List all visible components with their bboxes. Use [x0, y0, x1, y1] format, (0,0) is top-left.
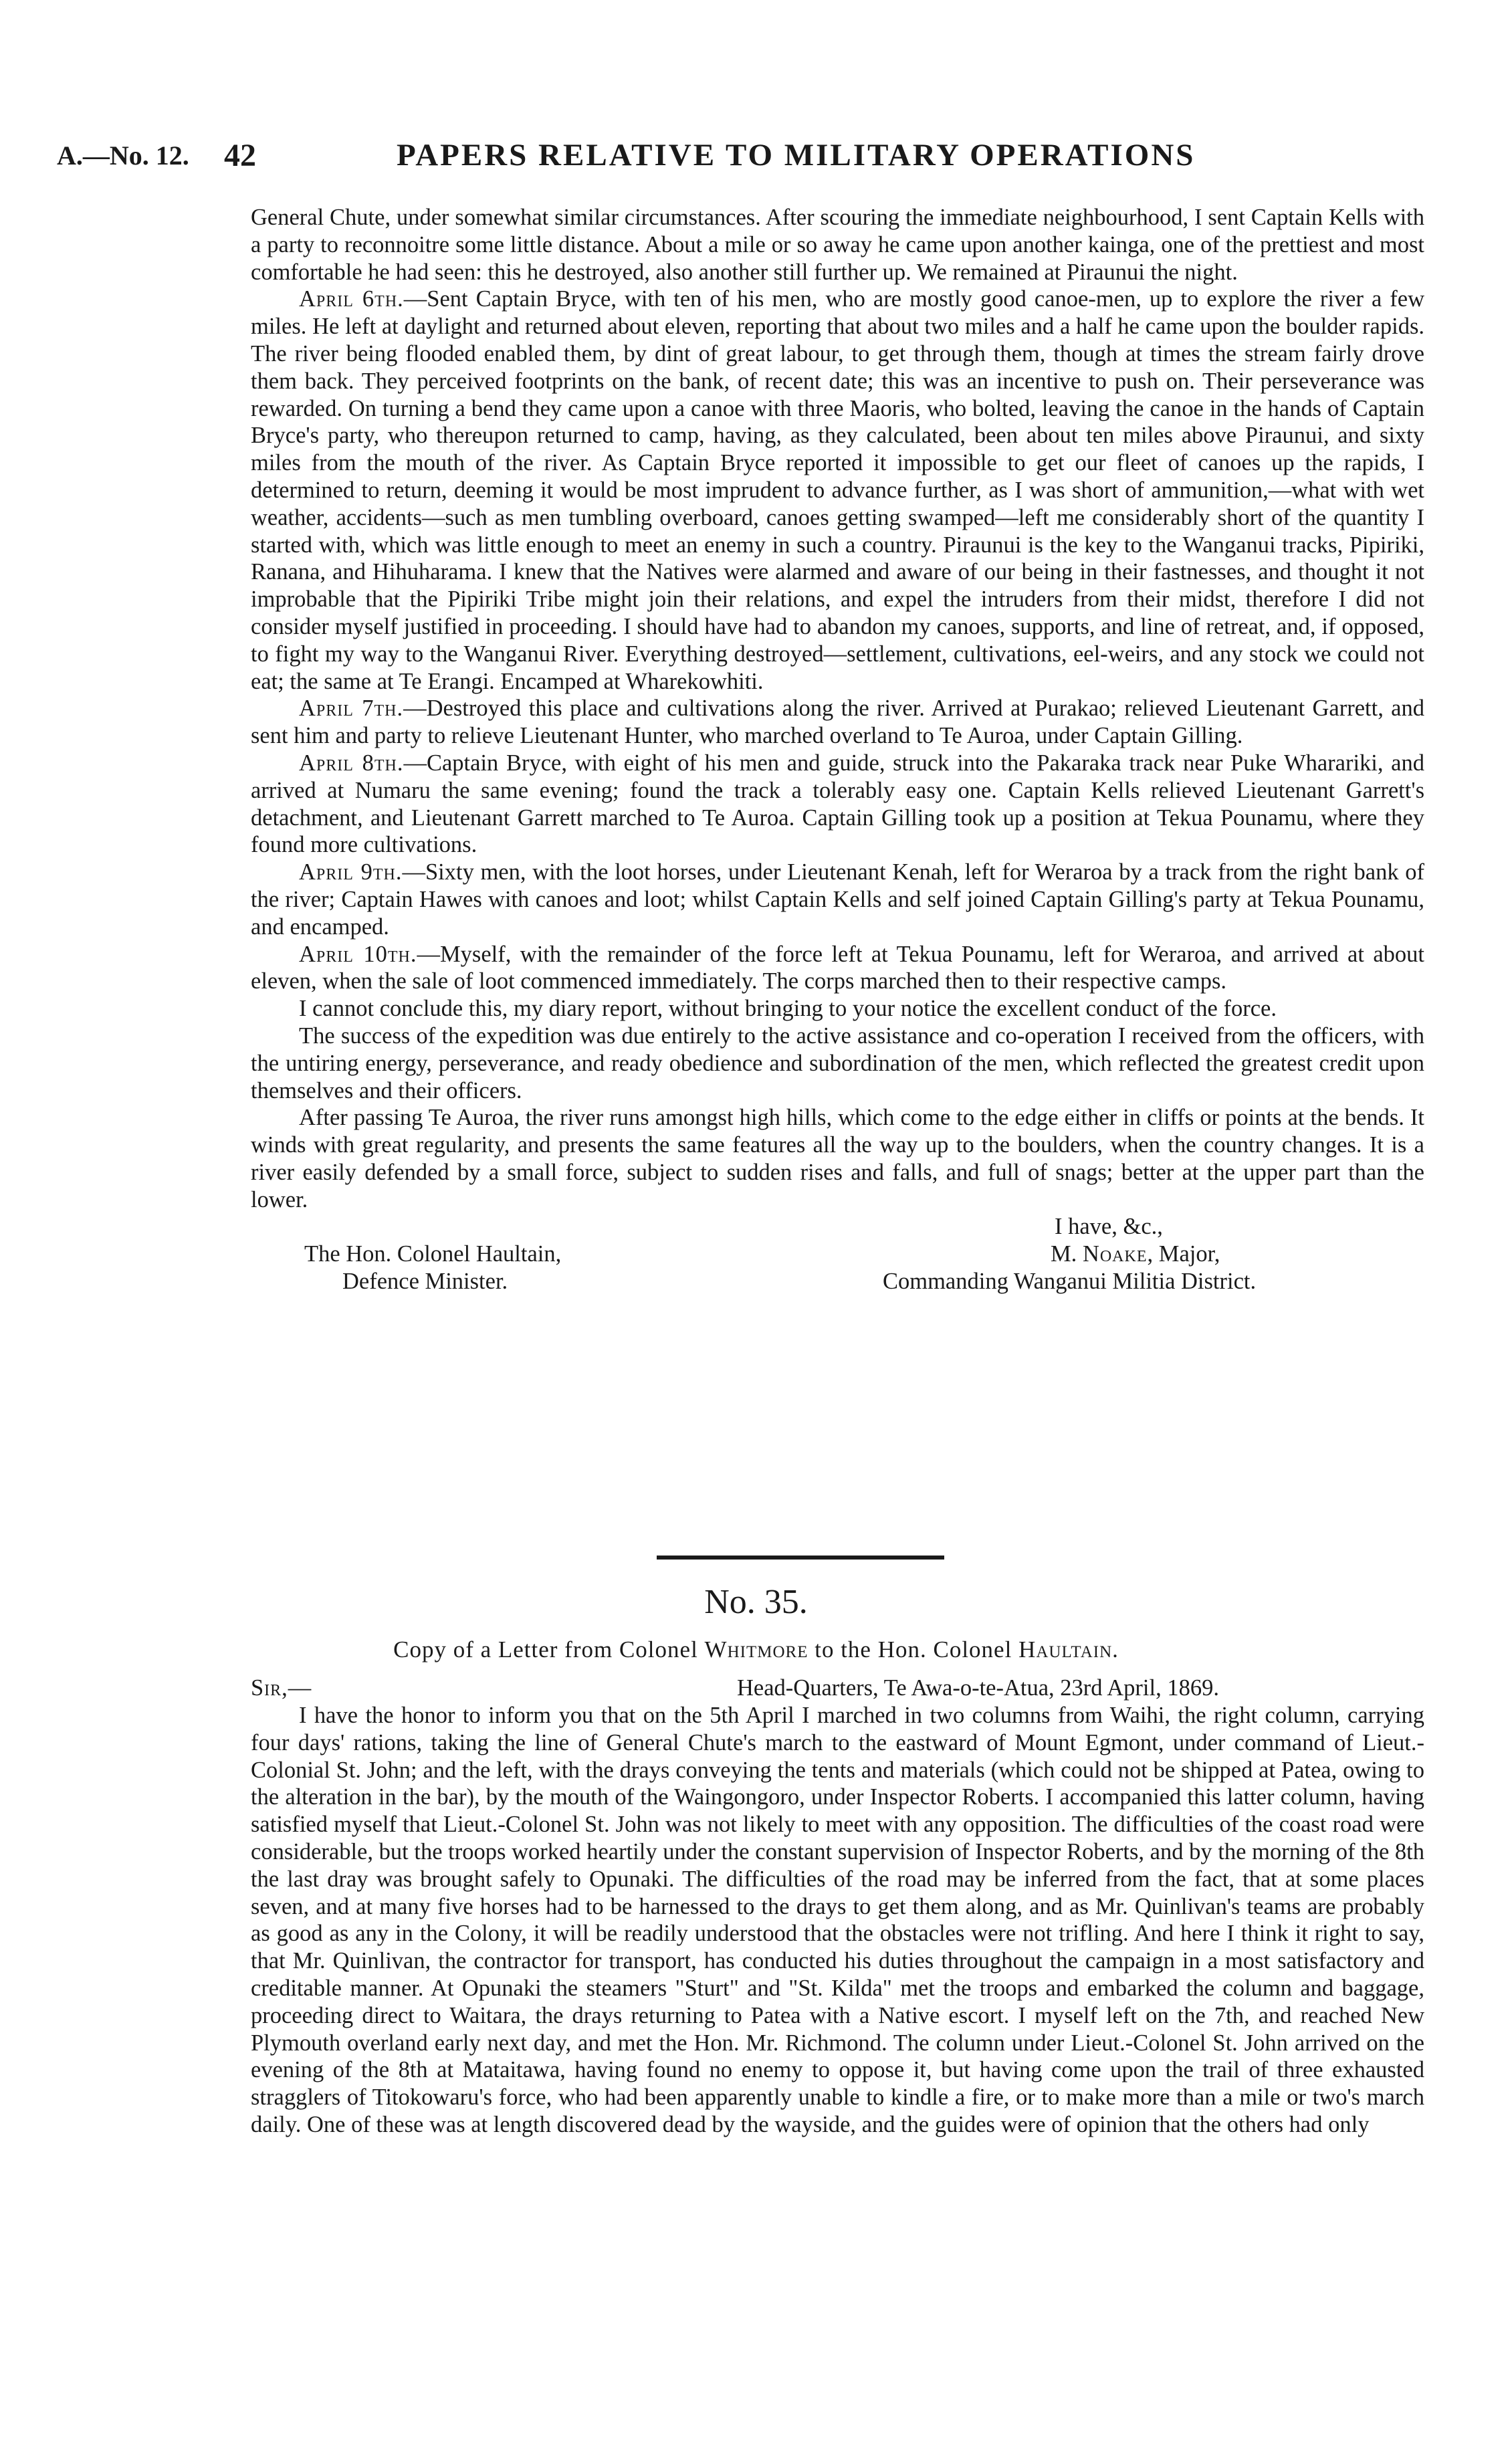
- page-header: [57, 137, 1461, 177]
- entry-date: April 8th.: [299, 750, 404, 776]
- salutation: Sir,—: [251, 1675, 312, 1701]
- section-divider: [657, 1556, 944, 1560]
- dateline: Head-Quarters, Te Awa-o-te-Atua, 23rd April, 1869.: [737, 1675, 1219, 1701]
- running-title: PAPERS RELATIVE TO MILITARY OPERATIONS: [397, 138, 1196, 173]
- signature-row: [251, 1241, 1424, 1268]
- entry-text: —Sixty men, with the loot horses, under Lieutenant Kenah, left for Weraroa by a track from the right bank of the river; Captain Hawes with canoes and loot; whilst Captain Kells and self joined Captain Gilling's party at Tekua Pounamu, and encamped.: [251, 859, 1424, 940]
- entry-text: —Captain Bryce, with eight of his men and guide, struck into the Pakaraka track near Puke Wharariki, and arrived at Numaru the same evening; found the track a tolerably easy one. Captain Kells relieved Lieutenant Garrett's detachment, and Lieutenant Garrett marched to Te Auroa. Captain Gilling took up a position at Tekua Pounamu, where they found more cultivations.: [251, 750, 1424, 858]
- entry-date: April 10th.: [299, 941, 417, 967]
- diary-entry: [251, 695, 1424, 750]
- paragraph: I have the honor to inform you that on the 5th April I marched in two columns from Waihi, the right column, carrying four days' rations, taking the line of General Chute's march to the eastward of Mount Egmont, under command of Lieut.-Colonial St. John; and the left, with the drays conveying the tents and materials (which could not be shipped at Patea, owing to the alteration in the bar), by the mouth of the Waingongoro, under Inspector Roberts. I accompanied this latter column, having satisfied myself that Lieut.-Colonel St. John was not likely to meet with any opposition. The difficulties of the coast road were considerable, but the troops worked heartily under the constant supervision of Inspector Roberts, and by the morning of the 8th the last dray was brought safely to Opunaki. The difficulties of the road may be inferred from the fact, that at some places seven, and at many five horses had to be harnessed to the drays to get them along, and as Mr. Quinlivan's teams are probably as good as any in the Colony, it will be readily understood that the obstacles were not trifling. And here I think it right to say, that Mr. Quinlivan, the contractor for transport, has conducted his duties throughout the campaign in a most satisfactory and creditable manner. At Opunaki the steamers "Sturt" and "St. Kilda" met the troops and embarked the column and baggage, proceeding direct to Waitara, the drays returning to Patea with a Native escort. I myself left on the 7th, and reached New Plymouth overland early next day, and met the Hon. Mr. Richmond. The column under Lieut.-Colonel St. John arrived on the evening of the 8th at Mataitawa, having found no enemy to oppose it, but having come upon the trail of three exhausted stragglers of Titokowaru's force, who had been apparently unable to kindle a fire, or to make more than a mile or two's march daily. One of these was at length discovered dead by the wayside, and the guides were of opinion that the others had only: [251, 1703, 1424, 2137]
- letter-body: [251, 1702, 1424, 2139]
- paragraph: The success of the expedition was due entirely to the active assistance and co-operation I received from the officers, with the untiring energy, perseverance, and ready obedience and subordination of the men, which reflected the greatest credit upon themselves and their officers.: [251, 1023, 1424, 1103]
- title-row: [251, 1268, 1424, 1295]
- paragraph: General Chute, under somewhat similar circumstances. After scouring the immediate neighbourhood, I sent Captain Kells with a party to reconnoitre some little distance. About a mile or so away he came upon another kainga, one of the prettiest and most comfortable he had seen: this he destroyed, also another still further up. We remained at Piraunui the night.: [251, 205, 1424, 285]
- entry-text: —Sent Captain Bryce, with ten of his men, who are mostly good canoe-men, up to explore the river a few miles. He left at daylight and returned about eleven, reporting that about two miles and a half he came upon the boulder rapids. The river being flooded enabled them, by dint of great labour, to get through them, though at times the stream fairly drove them back. They perceived footprints on the bank, of recent date; this was an incentive to push on. Their perseverance was rewarded. On turning a bend they came upon a canoe with three Maoris, who bolted, leaving the canoe in the hands of Captain Bryce's party, who thereupon returned to camp, having, as they calculated, been about ten miles above Piraunui, and sixty miles from the mouth of the river. As Captain Bryce reported it impossible to get our fleet of canoes up the rapids, I determined to return, deeming it would be most imprudent to advance further, as I was short of ammunition,—what with wet weather, accidents—such as men tumbling overboard, canoes getting swamped—left me considerably short of the quantity I started with, which was little enough to meet an enemy in such a country. Piraunui is the key to the Wanganui tracks, Pipiriki, Ranana, and Hihuharama. I knew that the Natives were alarmed and aware of our being in their fastnesses, and thought it not improbable that the Pipiriki Tribe might join their relations, and expel the intruders from their midst, therefore I did not consider myself justified in proceeding. I should have had to abandon my canoes, supports, and line of retreat, and, if opposed, to fight my way to the Wanganui River. Everything destroyed—settlement, cultivations, eel-weirs, and any stock we could not eat; the same at Te Erangi. Encamped at Wharekowhiti.: [251, 286, 1424, 694]
- page-number: 42: [224, 138, 256, 173]
- addressee-name: The Hon. Colonel Haultain,: [304, 1241, 562, 1267]
- diary-entry: [251, 941, 1424, 996]
- diary-report: [251, 204, 1424, 1295]
- diary-entry: [251, 286, 1424, 695]
- letter-heading: Copy of a Letter from Colonel Whitmore to the Hon. Colonel Haultain.: [393, 1636, 1119, 1663]
- closing: I have, &c.,: [1055, 1214, 1163, 1240]
- entry-text: —Myself, with the remainder of the force left at Tekua Pounamu, left for Weraroa, and arrived at about eleven, when the sale of loot commenced immediately. The corps marched then to their respective camps.: [251, 941, 1424, 994]
- paragraph: After passing Te Auroa, the river runs amongst high hills, which come to the edge either in cliffs or points at the bends. It winds with great regularity, and presents the same features all the way up to the boulders, when the country changes. It is a river easily defended by a small force, subject to sudden rises and falls, and full of snags; better at the upper part than the lower.: [251, 1105, 1424, 1212]
- document-reference: A.—No. 12.: [57, 140, 189, 171]
- letter-number: No. 35.: [704, 1583, 808, 1621]
- signer-title: Commanding Wanganui Militia District.: [883, 1269, 1257, 1295]
- entry-date: April 6th.: [299, 286, 404, 312]
- signer-name: M. Noake, Major,: [1051, 1241, 1220, 1267]
- diary-entry: [251, 859, 1424, 940]
- entry-text: —Destroyed this place and cultivations along the river. Arrived at Purakao; relieved Lieutenant Garrett, and sent him and party to relieve Lieutenant Hunter, who marched overland to Te Auroa, under Captain Gilling.: [251, 696, 1424, 749]
- paragraph: I cannot conclude this, my diary report, without bringing to your notice the excellent conduct of the force.: [299, 996, 1277, 1022]
- diary-entry: [251, 750, 1424, 859]
- addressee-title: Defence Minister.: [342, 1269, 508, 1295]
- entry-date: April 9th.: [299, 859, 403, 885]
- salutation-row: [251, 1674, 1424, 1702]
- closing-row: [251, 1213, 1424, 1241]
- entry-date: April 7th.: [299, 696, 404, 722]
